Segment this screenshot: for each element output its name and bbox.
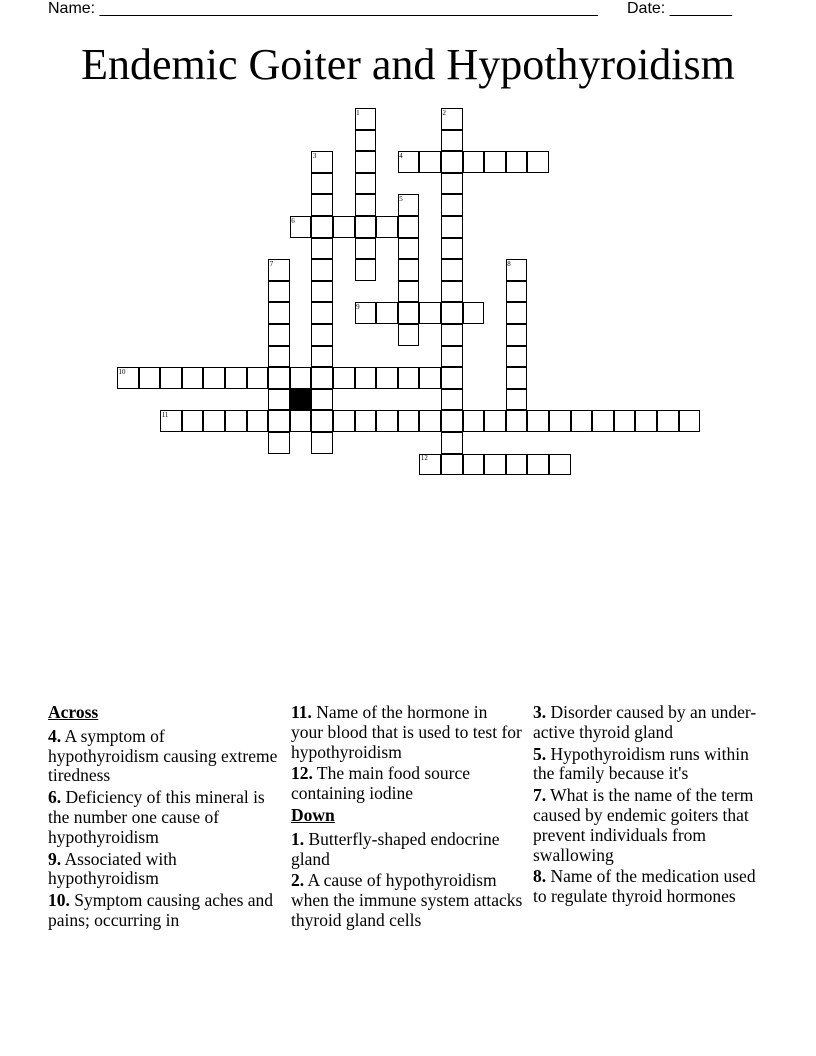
crossword-cell[interactable] <box>225 410 247 432</box>
clue-number: 8 <box>507 259 511 268</box>
crossword-cell[interactable] <box>441 302 463 324</box>
crossword-cell[interactable] <box>311 194 333 216</box>
crossword-cell[interactable] <box>441 432 463 454</box>
crossword-cell[interactable] <box>527 454 549 476</box>
crossword-cell[interactable] <box>592 410 614 432</box>
crossword-cell[interactable] <box>311 259 333 281</box>
clue-number: 9 <box>356 302 360 311</box>
clue-number: 3 <box>312 151 317 160</box>
date-field[interactable]: Date: _______ <box>627 0 732 17</box>
crossword-cell[interactable] <box>441 454 463 476</box>
crossword-cell[interactable] <box>355 173 377 195</box>
crossword-cell[interactable] <box>398 367 420 389</box>
crossword-cell[interactable] <box>311 324 333 346</box>
crossword-grid <box>0 0 816 480</box>
clue-number: 2 <box>442 108 446 117</box>
crossword-cell[interactable] <box>484 410 506 432</box>
name-field[interactable]: Name: ________________________________________________________ <box>48 0 598 17</box>
crossword-cell[interactable] <box>441 216 463 238</box>
crossword-cell[interactable] <box>268 302 290 324</box>
crossword-cell[interactable] <box>398 259 420 281</box>
crossword-cell[interactable] <box>290 410 312 432</box>
crossword-cell[interactable] <box>506 367 528 389</box>
crossword-cell[interactable] <box>311 432 333 454</box>
crossword-cell[interactable] <box>355 194 377 216</box>
black-square <box>290 389 312 411</box>
crossword-cell[interactable] <box>506 302 528 324</box>
crossword-cell[interactable] <box>290 367 312 389</box>
clue-column-2 <box>291 703 523 933</box>
crossword-cell[interactable] <box>398 281 420 303</box>
crossword-cell[interactable] <box>333 410 355 432</box>
crossword-cell[interactable] <box>355 410 377 432</box>
crossword-cell[interactable] <box>311 367 333 389</box>
crossword-cell[interactable] <box>268 432 290 454</box>
crossword-cell[interactable] <box>268 281 290 303</box>
crossword-cell[interactable] <box>268 346 290 368</box>
crossword-cell[interactable] <box>268 367 290 389</box>
crossword-cell[interactable] <box>419 151 441 173</box>
clue-number: 5 <box>399 194 403 203</box>
crossword-cell[interactable] <box>463 302 485 324</box>
crossword-cell[interactable] <box>419 367 441 389</box>
crossword-cell[interactable] <box>571 410 593 432</box>
crossword-cell[interactable] <box>441 346 463 368</box>
crossword-cell[interactable] <box>419 410 441 432</box>
down-clue-8: 8. Name of the medication used to regulate thyroid hormones <box>533 866 756 907</box>
crossword-cell[interactable] <box>441 410 463 432</box>
crossword-cell[interactable] <box>441 389 463 411</box>
crossword-cell[interactable] <box>441 238 463 260</box>
crossword-cell[interactable] <box>441 173 463 195</box>
clue-number: 6 <box>291 216 295 225</box>
crossword-cell[interactable] <box>247 410 269 432</box>
across-clue-9: 9. Associated with hypothyroidism <box>48 848 177 889</box>
across-clue-12: 12. The main food source containing iodine <box>291 763 471 804</box>
crossword-cell[interactable] <box>355 151 377 173</box>
crossword-cell[interactable] <box>657 410 679 432</box>
across-clue-10: 10. Symptom causing aches and pains; occurring in <box>48 890 274 930</box>
crossword-cell[interactable] <box>247 367 269 389</box>
across-heading: Across <box>48 702 99 722</box>
across-clue-11: 11. Name of the hormone in your blood that is used to test for hypothyroidism <box>291 702 522 762</box>
crossword-cell[interactable] <box>182 367 204 389</box>
crossword-cell[interactable] <box>441 281 463 303</box>
crossword-cell[interactable] <box>398 238 420 260</box>
clue-number: 1 <box>356 108 360 117</box>
crossword-cell[interactable] <box>268 410 290 432</box>
down-clue-5: 5. Hypothyroidism runs within the family because it's <box>533 743 749 784</box>
crossword-cell[interactable] <box>203 410 225 432</box>
crossword-cell[interactable] <box>398 324 420 346</box>
crossword-cell[interactable] <box>506 389 528 411</box>
crossword-cell[interactable] <box>225 367 247 389</box>
clue-number: 4 <box>399 151 403 160</box>
crossword-cell[interactable] <box>441 367 463 389</box>
crossword-cell[interactable] <box>441 259 463 281</box>
crossword-cell[interactable] <box>398 410 420 432</box>
down-clue-2: 2. A cause of hypothyroidism when the immune system attacks thyroid gland cells <box>291 870 523 930</box>
crossword-cell[interactable] <box>463 454 485 476</box>
crossword-cell[interactable] <box>160 367 182 389</box>
crossword-cell[interactable] <box>376 302 398 324</box>
across-clue-6: 6. Deficiency of this mineral is the number one cause of hypothyroidism <box>48 787 265 847</box>
down-clue-3: 3. Disorder caused by an under-active thyroid gland <box>533 702 757 742</box>
down-heading: Down <box>291 804 335 825</box>
crossword-cell[interactable] <box>311 281 333 303</box>
clue-column-1 <box>48 703 278 933</box>
crossword-cell[interactable] <box>506 410 528 432</box>
crossword-cell[interactable] <box>506 346 528 368</box>
crossword-cell[interactable] <box>441 194 463 216</box>
crossword-cell[interactable] <box>549 410 571 432</box>
crossword-cell[interactable] <box>268 324 290 346</box>
crossword-cell[interactable] <box>182 410 204 432</box>
crossword-cell[interactable] <box>376 410 398 432</box>
crossword-cell[interactable] <box>506 454 528 476</box>
crossword-cell[interactable] <box>549 454 571 476</box>
crossword-cell[interactable] <box>355 216 377 238</box>
crossword-cell[interactable] <box>311 238 333 260</box>
crossword-cell[interactable] <box>679 410 701 432</box>
crossword-cell[interactable] <box>376 216 398 238</box>
puzzle-title: Endemic Goiter and Hypothyroidism <box>81 40 735 89</box>
crossword-cell[interactable] <box>355 367 377 389</box>
crossword-cell[interactable] <box>506 281 528 303</box>
crossword-cell[interactable] <box>419 302 441 324</box>
crossword-cell[interactable] <box>506 324 528 346</box>
crossword-cell[interactable] <box>139 367 161 389</box>
down-clue-7: 7. What is the name of the term caused by endemic goiters that prevent individuals from swallowing <box>533 785 754 865</box>
clue-number: 12 <box>420 454 428 463</box>
crossword-cell[interactable] <box>635 410 657 432</box>
clue-number: 11 <box>161 410 169 419</box>
crossword-cell[interactable] <box>484 454 506 476</box>
crossword-cell[interactable] <box>333 367 355 389</box>
crossword-cell[interactable] <box>527 151 549 173</box>
crossword-cell[interactable] <box>463 151 485 173</box>
crossword-cell[interactable] <box>355 238 377 260</box>
crossword-cell[interactable] <box>311 346 333 368</box>
crossword-cell[interactable] <box>311 410 333 432</box>
crossword-cell[interactable] <box>441 151 463 173</box>
crossword-cell[interactable] <box>203 367 225 389</box>
clue-number: 7 <box>269 259 274 268</box>
clue-number: 10 <box>118 367 126 376</box>
down-clue-1: 1. Butterfly-shaped endocrine gland <box>291 828 500 869</box>
crossword-cell[interactable] <box>614 410 636 432</box>
crossword-cell[interactable] <box>376 367 398 389</box>
crossword-cell[interactable] <box>355 130 377 152</box>
crossword-cell[interactable] <box>398 216 420 238</box>
across-clue-4: 4. A symptom of hypothyroidism causing extreme tiredness <box>48 725 278 786</box>
crossword-cell[interactable] <box>355 259 377 281</box>
crossword-cell[interactable] <box>398 302 420 324</box>
crossword-cell[interactable] <box>311 302 333 324</box>
crossword-cell[interactable] <box>463 410 485 432</box>
crossword-cell[interactable] <box>506 151 528 173</box>
crossword-cell[interactable] <box>441 130 463 152</box>
crossword-cell[interactable] <box>527 410 549 432</box>
clue-column-3 <box>533 703 773 909</box>
crossword-cell[interactable] <box>311 389 333 411</box>
crossword-cell[interactable] <box>333 216 355 238</box>
crossword-cell[interactable] <box>484 151 506 173</box>
crossword-cell[interactable] <box>441 324 463 346</box>
crossword-cell[interactable] <box>268 389 290 411</box>
crossword-cell[interactable] <box>311 216 333 238</box>
crossword-cell[interactable] <box>311 173 333 195</box>
